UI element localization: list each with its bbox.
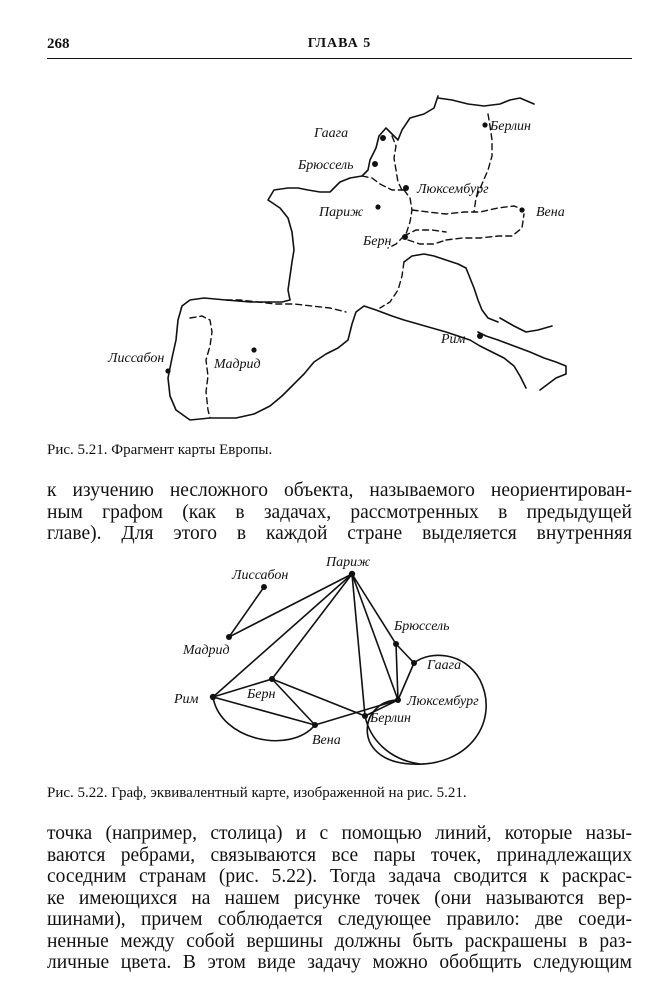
edge-brussels-luxembourg (396, 644, 398, 700)
map-label-berlin: Берлин (490, 119, 531, 134)
graph-label-rome: Рим (174, 692, 199, 707)
border-ch-it (408, 240, 446, 244)
map-dot-brussels (372, 161, 378, 167)
border-de-ch (404, 230, 446, 236)
node-luxembourg (395, 697, 401, 703)
paragraph-2-line: личные цвета. В этом виде задачу можно обобщить следующим (47, 952, 632, 973)
paragraph-2-line: шинами), причем соблюдается следующее правило: две соеди- (47, 909, 632, 930)
graph-label-paris: Париж (326, 555, 371, 570)
map-label-haaga: Гаага (314, 126, 349, 141)
edge-brussels-haaga (396, 644, 414, 663)
edge-paris-rome (213, 574, 352, 697)
map-dot-vienna (519, 207, 524, 212)
map-label-luxembourg: Люксембург (417, 182, 489, 197)
map-dot-madrid (251, 347, 256, 352)
node-rome (210, 694, 216, 700)
graph-label-haaga: Гаага (427, 658, 462, 673)
graph-label-luxembourg: Люксембург (407, 694, 479, 709)
chapter-title: ГЛАВА 5 (307, 36, 372, 51)
graph-label-vienna: Вена (312, 733, 341, 748)
node-berlin (362, 713, 368, 719)
map-label-rome: Рим (441, 332, 466, 347)
graph-figure (168, 548, 508, 770)
figure2-caption: Рис. 5.22. Граф, эквивалентный карте, изображенной на рис. 5.21. (47, 785, 467, 801)
border-nl-de (392, 136, 402, 190)
node-madrid (226, 634, 232, 640)
edge-rome-vienna (213, 697, 315, 741)
edge-paris-bern (272, 574, 352, 679)
paragraph-1-line: главе). Для этого в каждой стране выделяется внутренняя (47, 523, 632, 544)
map-dot-paris (375, 204, 380, 209)
map-label-bern: Берн (363, 234, 392, 249)
node-lisbon (261, 584, 267, 590)
edge-paris-berlin (352, 574, 365, 716)
border-de-at (412, 206, 524, 214)
paragraph-2-line: ваются ребрами, связываются все пары точек, принадлежащих (47, 844, 632, 866)
paragraph-1 (47, 480, 632, 545)
coastline-adriatic (404, 254, 498, 322)
paragraph-1-line: к изучению несложного объекта, называемого неориентирован- (47, 480, 632, 501)
node-bern (269, 676, 275, 682)
page-number: 268 (47, 36, 70, 52)
map-dot-berlin (482, 122, 487, 127)
map-dot-rome (477, 333, 483, 339)
coastline-italy-heel (500, 318, 552, 332)
node-paris (349, 571, 355, 577)
paragraph-2-line: точка (например, столица) и с помощью линий, которые назы- (47, 823, 632, 844)
header-rule (47, 58, 632, 59)
figure1-caption: Рис. 5.21. Фрагмент карты Европы. (47, 442, 273, 458)
map-label-vienna: Вена (536, 205, 565, 220)
edge-bern-berlin (272, 679, 365, 716)
paragraph-2 (47, 823, 632, 974)
graph-label-berlin: Берлин (370, 711, 411, 726)
paragraph-2-line: соседним странам (рис. 5.22). Тогда задача сводится к раскрас- (47, 866, 632, 887)
map-label-brussels: Брюссель (298, 158, 354, 173)
map-dot-haaga (380, 135, 386, 141)
map-label-lisbon: Лиссабон (108, 351, 165, 366)
paragraph-2-line: ненные между собой вершины должны быть раскрашены в раз- (47, 930, 632, 952)
map-dot-luxembourg (403, 185, 409, 191)
graph-label-madrid: Мадрид (183, 643, 230, 658)
coastline-baltic (438, 98, 534, 106)
edge-lisbon-madrid (229, 587, 264, 637)
map-label-madrid: Мадрид (214, 357, 261, 372)
node-brussels (393, 641, 399, 647)
graph-label-lisbon: Лиссабон (232, 568, 289, 583)
border-de-lux (404, 190, 412, 234)
paragraph-1-line: ным графом (как в задачах, рассмотренных в предыдущей (47, 501, 632, 523)
map-dot-bern (402, 234, 408, 240)
border-es-pt (190, 316, 212, 418)
paragraph-2-line: ке имеющихся на нашем рисунке точек (они называются вер- (47, 887, 632, 909)
map-label-paris: Париж (319, 205, 364, 220)
graph-label-bern: Берн (247, 687, 276, 702)
border-it-at (446, 214, 524, 240)
border-fr-it (380, 262, 404, 308)
node-haaga (411, 660, 417, 666)
graph-label-brussels: Брюссель (394, 619, 450, 634)
node-vienna (312, 722, 318, 728)
edge-bern-vienna (272, 679, 315, 725)
map-dot-lisbon (165, 368, 170, 373)
europe-map-figure (100, 88, 565, 428)
running-header (47, 36, 632, 56)
